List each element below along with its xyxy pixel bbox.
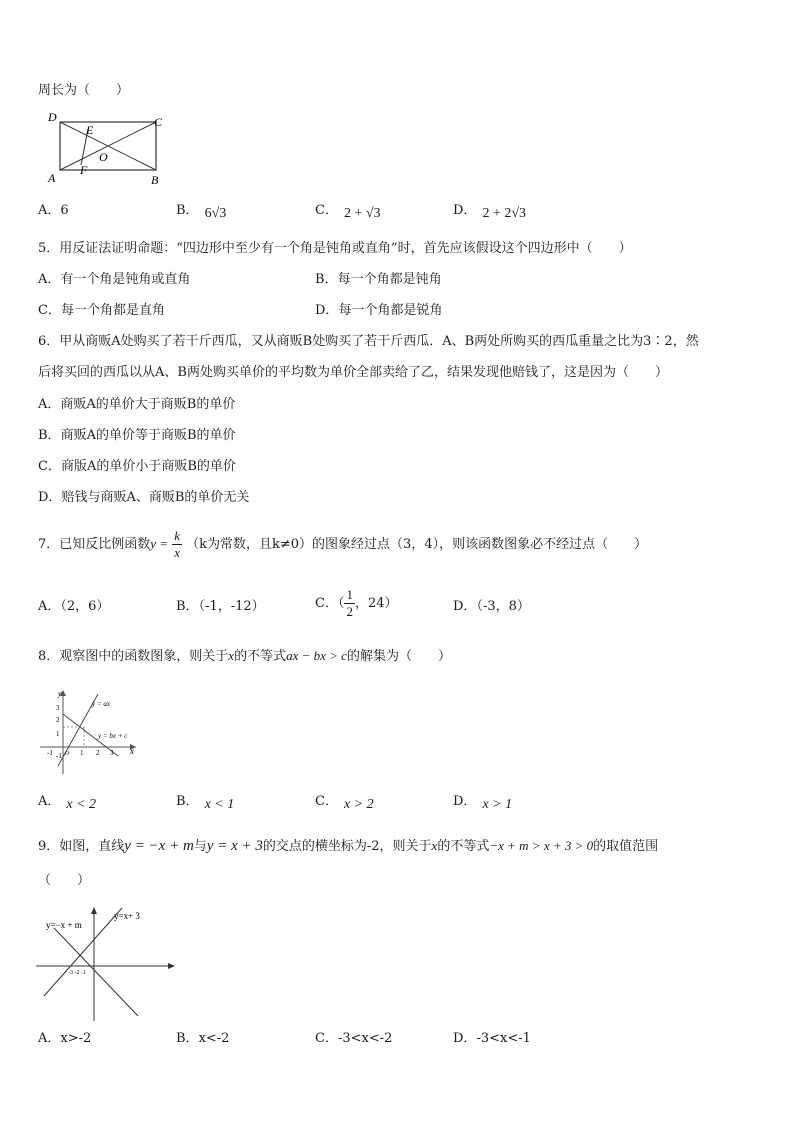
q7-option-d[interactable]: D．（-3，8） — [453, 599, 530, 614]
q9-graph — [34, 906, 184, 1024]
q4-option-d[interactable]: D． 2 + 2√3 — [453, 203, 527, 221]
label-d: D — [48, 110, 57, 124]
q8-graph — [36, 686, 146, 776]
q4-rectangle-figure — [40, 106, 180, 190]
q6-stem-line2: 后将买回的西瓜以从A、B两处购买单价的平均数为单价全部卖给了乙，结果发现他赔钱了，这是因为（ ） — [38, 365, 668, 380]
q7-fraction: $\frac{k}{x}$ — [174, 528, 180, 560]
svg-text:y: y — [58, 689, 62, 698]
svg-text:O: O — [65, 751, 70, 757]
svg-text:x: x — [130, 746, 134, 756]
svg-text:-3 -2 -1: -3 -2 -1 — [68, 970, 86, 976]
q5-option-a[interactable]: A．有一个角是钝角或直角 — [38, 272, 191, 287]
q7-option-b[interactable]: B．（-1，-12） — [176, 599, 265, 614]
label-f: F — [80, 163, 88, 177]
q8-option-b[interactable]: B． x < 1 — [176, 794, 235, 812]
svg-text:y=x+ 3: y=x+ 3 — [114, 911, 140, 921]
svg-text:-1: -1 — [56, 752, 62, 760]
label-o: O — [99, 150, 108, 164]
q7-option-c[interactable]: C．（ $\frac{1}{2}$ ，24） — [315, 587, 398, 619]
svg-text:y = bx + c: y = bx + c — [98, 732, 128, 740]
q9-option-c[interactable]: C．-3<x<-2 — [315, 1031, 393, 1046]
label-b: B — [151, 173, 159, 187]
q5-option-d[interactable]: D．每一个角都是锐角 — [315, 303, 443, 318]
q8-option-d[interactable]: D． x > 1 — [453, 794, 513, 812]
q7-option-c-fraction: $\frac{1}{2}$ — [346, 587, 353, 619]
label-c: C — [154, 115, 163, 129]
label-a: A — [48, 171, 56, 185]
q9-stem: 9．如图，直线y = −x + m与y = x + 3的交点的横坐标为-2，则关于x的不等式−x + m > x + 3 > 0的取值范围 — [38, 838, 659, 854]
svg-text:2: 2 — [96, 749, 100, 757]
q5-option-c[interactable]: C．每一个角都是直角 — [38, 303, 165, 318]
q8-option-a[interactable]: A． x < 2 — [38, 794, 97, 812]
q5-stem: 5．用反证法证明命题：“四边形中至少有一个角是钝角或直角”时，首先应该假设这个四边形中（ ） — [38, 241, 632, 256]
svg-text:2: 2 — [56, 716, 60, 724]
q9-stem-line2: （ ） — [38, 873, 91, 888]
q4-option-a[interactable]: A．6 — [38, 203, 69, 218]
q6-option-a[interactable]: A．商贩A的单价大于商贩B的单价 — [38, 397, 236, 412]
svg-text:3: 3 — [110, 749, 114, 757]
q4-option-b[interactable]: B． 6√3 — [176, 203, 227, 221]
svg-text:3: 3 — [56, 704, 60, 712]
q9-option-a[interactable]: A．x>-2 — [38, 1031, 92, 1046]
q6-stem-line1: 6．甲从商贩A处购买了若干斤西瓜，又从商贩B处购买了若干斤西瓜．A、B两处所购买的西瓜重量之比为3∶2，然 — [38, 334, 699, 349]
q6-option-b[interactable]: B．商贩A的单价等于商贩B的单价 — [38, 428, 236, 443]
q7-option-a[interactable]: A．（2，6） — [38, 599, 110, 614]
svg-text:-1: -1 — [47, 749, 53, 757]
q6-option-c[interactable]: C．商版A的单价小于商贩B的单价 — [38, 459, 236, 474]
q6-option-d[interactable]: D．赔钱与商贩A、商贩B的单价无关 — [38, 490, 250, 505]
label-e: E — [86, 123, 94, 137]
q8-option-c[interactable]: C． x > 2 — [315, 794, 374, 812]
q9-option-b[interactable]: B．x<-2 — [176, 1031, 230, 1046]
q8-stem: 8．观察图中的函数图象，则关于x的不等式ax − bx > c的解集为（ ） — [38, 648, 451, 664]
svg-text:y = ax: y = ax — [92, 700, 110, 708]
q5-option-b[interactable]: B．每一个角都是钝角 — [315, 272, 442, 287]
svg-text:y=−x + m: y=−x + m — [46, 920, 82, 930]
q4-option-c[interactable]: C． 2 + √3 — [315, 203, 381, 221]
q9-option-d[interactable]: D．-3<x<-1 — [453, 1031, 531, 1046]
q4-stem: 周长为（ ） — [38, 83, 130, 98]
q7-stem: 7．已知反比例函数y = $\frac{k}{x}$ （k为常数，且k≠0）的图象经过点（3，4），则该函数图象必不经过点（ ） — [38, 528, 648, 560]
svg-text:1: 1 — [56, 730, 60, 738]
svg-text:1: 1 — [80, 749, 84, 757]
